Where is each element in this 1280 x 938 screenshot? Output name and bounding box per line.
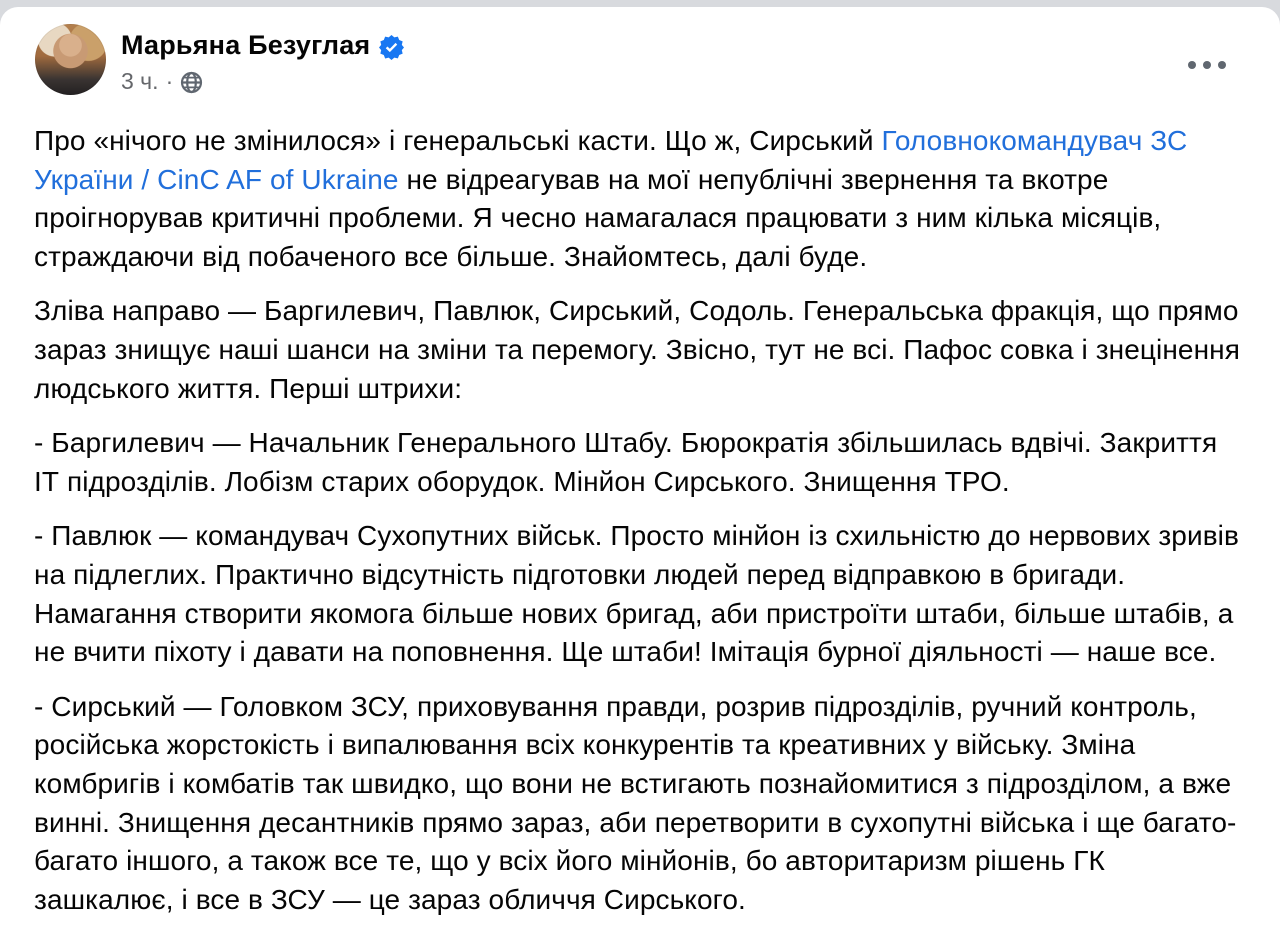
cinc-af-ukraine-link[interactable]: Головнокомандувач ЗС України / CinC AF of Ukraine bbox=[34, 125, 1188, 195]
meta-row bbox=[121, 68, 404, 95]
name-row bbox=[121, 30, 404, 61]
post-paragraph-2: Зліва направо — Баргилевич, Павлюк, Сирський, Содоль. Генеральська фракція, що прямо зараз знищує наші шанси на зміни та перемогу. Звісно, тут не всі. Пафос совка і знецінення людського життя. Перші штрихи: bbox=[34, 295, 1240, 404]
timestamp[interactable]: 3 ч. bbox=[121, 68, 159, 94]
more-options-button[interactable] bbox=[1178, 45, 1236, 85]
post-card bbox=[0, 7, 1280, 938]
post-paragraph-4: - Павлюк — командувач Сухопутних військ. Просто мінйон із схильністю до нервових зривів на підлеглих. Практично відсутність підготовки людей перед відправкою в бригади. Намагання створити якомога більше нових бригад, аби пристроїти штаби, більше штабів, а не вчити піхоту і давати на поповнення. Ще штаби! Імітація бурної діяльності — наше все. bbox=[34, 520, 1239, 668]
post-header bbox=[0, 7, 1280, 95]
post-text: Про «нічого не змінилося» і генеральські касти. Що ж, Сирський bbox=[34, 125, 882, 156]
author-name[interactable]: Марьяна Безуглая bbox=[121, 30, 371, 60]
verified-badge-icon bbox=[379, 35, 404, 60]
post-paragraph-1 bbox=[34, 122, 1244, 276]
post-paragraph-5: - Сирський — Головком ЗСУ, приховування правди, розрив підрозділів, ручний контроль, російська жорстокість і випалювання всіх конкурентів та креативних у війську. Зміна комбригів і комбатів так швидко, що вони не встигають познайомитися з підрозділом, а вже винні. Знищення десантників прямо зараз, аби перетворити в сухопутні війська і ще багато-багато іншого, а також все те, що у всіх його мінйонів, бо авторитаризм рішень ГК зашкалює, і все в ЗСУ — це зараз обличчя Сирського. bbox=[34, 690, 1237, 915]
header-text bbox=[121, 24, 404, 95]
globe-public-icon bbox=[180, 71, 203, 94]
meta-separator: · bbox=[165, 68, 174, 94]
post-body bbox=[0, 95, 1280, 919]
post-paragraph-3: - Баргилевич — Начальник Генерального Штабу. Бюрократія збільшилась вдвічі. Закриття ІТ підрозділів. Лобізм старих оборудок. Мінйон Сирського. Знищення ТРО. bbox=[34, 427, 1218, 497]
post-text: не відреагував на мої непублічні звернення та вкотре проігнорував критичні проблеми. Я чесно намагалася працювати з ним кілька місяців, страждаючи від побаченого все більше. Знайомтесь, далі буде. bbox=[34, 163, 1162, 272]
three-dots-icon bbox=[1188, 61, 1196, 69]
avatar[interactable] bbox=[35, 24, 106, 95]
